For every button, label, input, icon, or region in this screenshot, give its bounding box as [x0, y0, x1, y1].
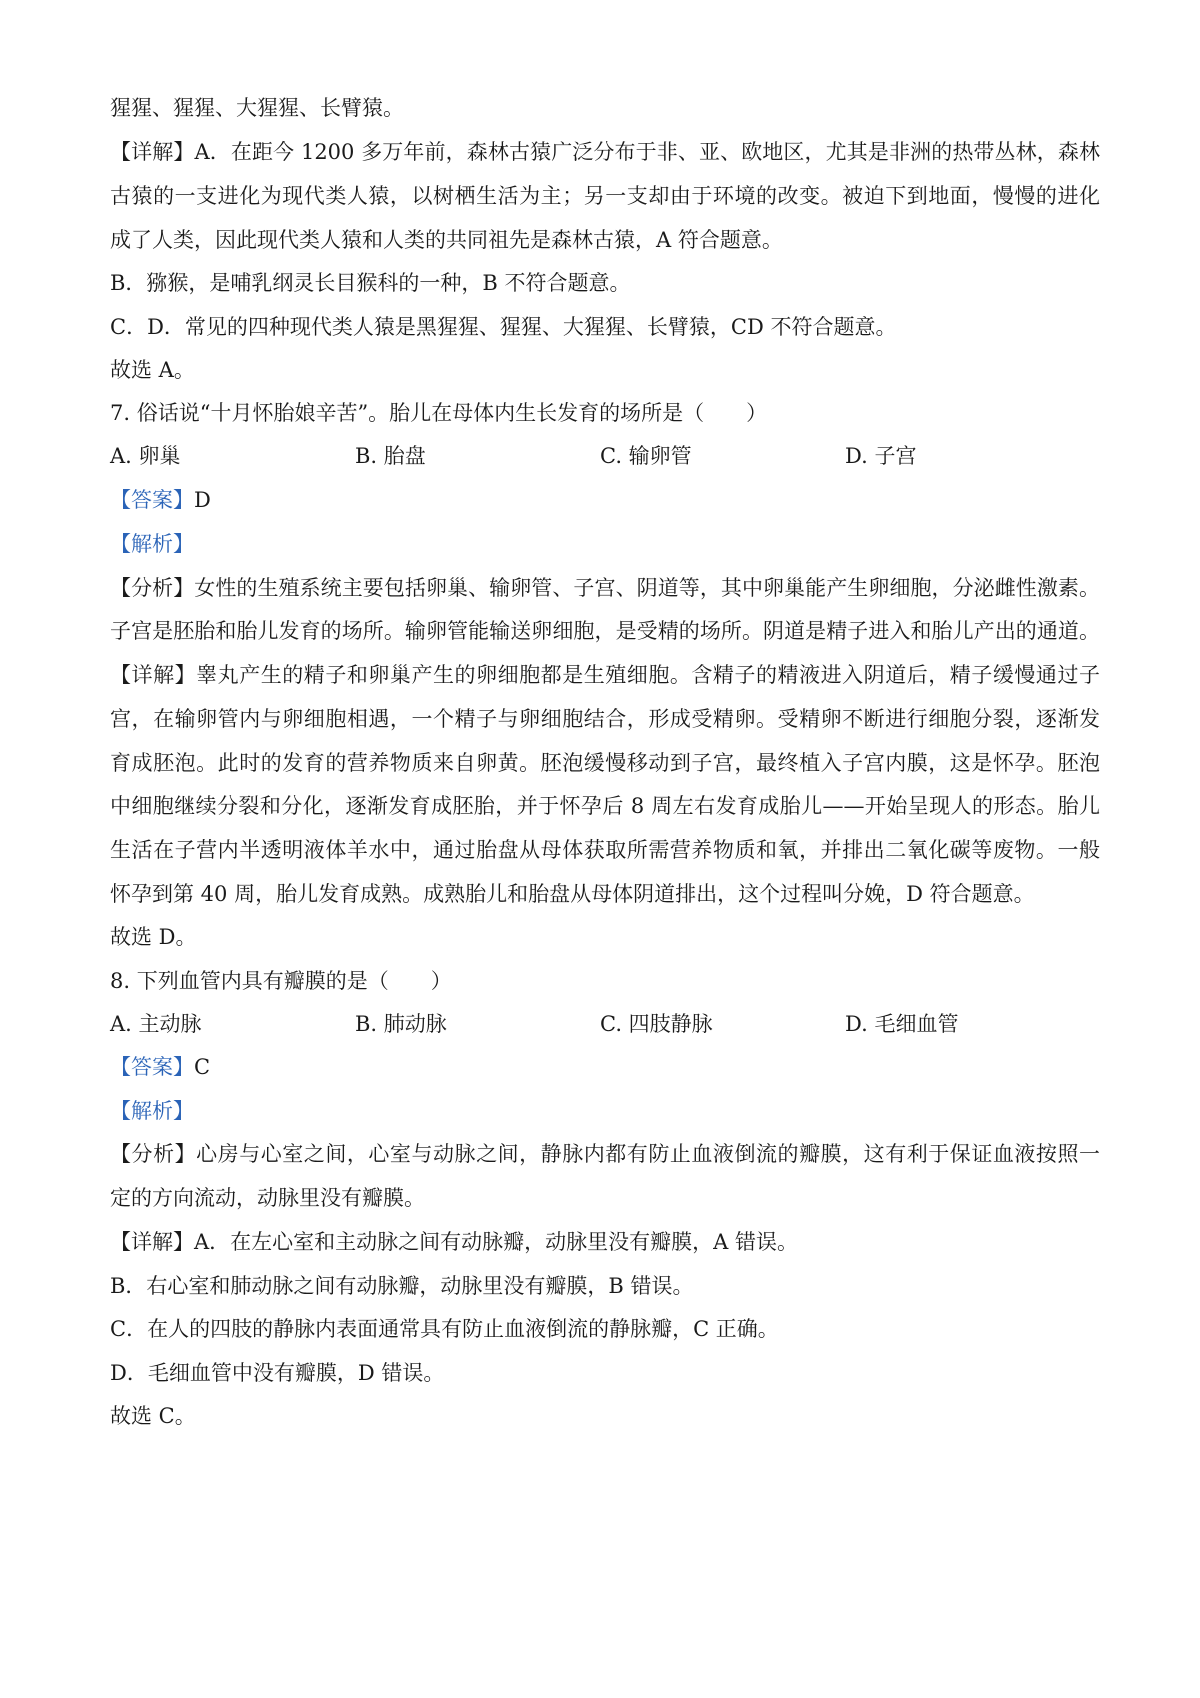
option-c: C. 四肢静脉	[600, 1012, 713, 1036]
text-line: C．D．常见的四种现代类人猿是黑猩猩、猩猩、大猩猩、长臂猿，CD 不符合题意。	[110, 315, 897, 339]
analysis-line: 定的方向流动，动脉里没有瓣膜。	[110, 1186, 425, 1210]
detail-line: C．在人的四肢的静脉内表面通常具有防止血液倒流的静脉瓣，C 正确。	[110, 1317, 779, 1341]
analysis-line: 子宫是胚胎和胎儿发育的场所。输卵管能输送卵细胞，是受精的场所。阴道是精子进入和胎儿产出的通道。	[110, 619, 1100, 643]
answer-tag: 【答案】	[110, 488, 194, 512]
question-8-stem: 8. 下列血管内具有瓣膜的是（ ）	[110, 969, 452, 993]
detail-line: 【详解】睾丸产生的精子和卵巢产生的卵细胞都是生殖细胞。含精子的精液进入阴道后，精子缓慢通过子	[110, 663, 1100, 687]
text-line: 故选 A。	[110, 358, 195, 382]
text-line: 【详解】A．在距今 1200 多万年前，森林古猿广泛分布于非、亚、欧地区，尤其是非洲的热带丛林，森林	[110, 140, 1100, 164]
question-7-options	[110, 441, 1100, 471]
detail-line: 生活在子营内半透明液体羊水中，通过胎盘从母体获取所需营养物质和氧，并排出二氧化碳等废物。一般	[110, 838, 1100, 862]
text-line: 成了人类，因此现代类人猿和人类的共同祖先是森林古猿，A 符合题意。	[110, 228, 783, 252]
question-8-options	[110, 1009, 1100, 1039]
option-d: D. 子宫	[845, 444, 917, 468]
detail-line: 怀孕到第 40 周，胎儿发育成熟。成熟胎儿和胎盘从母体阴道排出，这个过程叫分娩，D 符合题意。	[110, 882, 1035, 906]
conclusion: 故选 C。	[110, 1404, 196, 1428]
question-7-stem: 7. 俗话说“十月怀胎娘辛苦”。胎儿在母体内生长发育的场所是（ ）	[110, 401, 768, 425]
answer-value: D	[194, 488, 211, 512]
option-c: C. 输卵管	[600, 444, 692, 468]
option-a: A. 卵巢	[110, 444, 181, 468]
detail-line: 中细胞继续分裂和分化，逐渐发育成胚胎，并于怀孕后 8 周左右发育成胎儿——开始呈现人的形态。胎儿	[110, 794, 1100, 818]
option-b: B. 胎盘	[355, 444, 426, 468]
answer-line	[110, 1052, 1100, 1082]
text-line: B．猕猴，是哺乳纲灵长目猴科的一种，B 不符合题意。	[110, 271, 631, 295]
conclusion: 故选 D。	[110, 925, 197, 949]
option-a: A. 主动脉	[110, 1012, 202, 1036]
analysis-tag: 【解析】	[110, 532, 194, 556]
detail-line: D．毛细血管中没有瓣膜，D 错误。	[110, 1361, 445, 1385]
detail-line: 宫，在输卵管内与卵细胞相遇，一个精子与卵细胞结合，形成受精卵。受精卵不断进行细胞分裂，逐渐发	[110, 707, 1100, 731]
text-line: 古猿的一支进化为现代类人猿，以树栖生活为主；另一支却由于环境的改变。被迫下到地面，慢慢的进化	[110, 184, 1100, 208]
answer-value: C	[194, 1055, 211, 1079]
analysis-line: 【分析】女性的生殖系统主要包括卵巢、输卵管、子宫、阴道等，其中卵巢能产生卵细胞，分泌雌性激素。	[110, 576, 1100, 600]
answer-tag: 【答案】	[110, 1055, 194, 1079]
detail-line: B．右心室和肺动脉之间有动脉瓣，动脉里没有瓣膜，B 错误。	[110, 1274, 694, 1298]
option-d: D. 毛细血管	[845, 1012, 959, 1036]
detail-line: 育成胚泡。此时的发育的营养物质来自卵黄。胚泡缓慢移动到子宫，最终植入子宫内膜，这是怀孕。胚泡	[110, 751, 1100, 775]
analysis-tag: 【解析】	[110, 1099, 194, 1123]
analysis-line: 【分析】心房与心室之间，心室与动脉之间，静脉内都有防止血液倒流的瓣膜，这有利于保证血液按照一	[110, 1142, 1100, 1166]
answer-line	[110, 485, 1100, 515]
text-line: 猩猩、猩猩、大猩猩、长臂猿。	[110, 96, 404, 120]
detail-line: 【详解】A．在左心室和主动脉之间有动脉瓣，动脉里没有瓣膜，A 错误。	[110, 1230, 799, 1254]
option-b: B. 肺动脉	[355, 1012, 447, 1036]
